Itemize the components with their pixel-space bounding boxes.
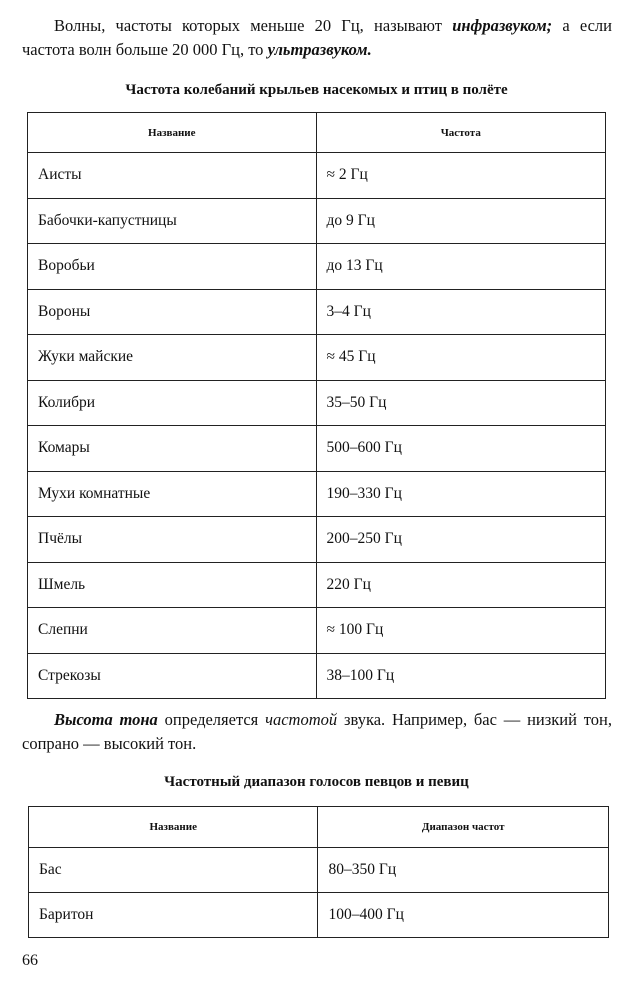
row-name-cell: Слепни (28, 608, 317, 654)
column-header-name: Название (28, 113, 317, 153)
intro-text-1: Волны, частоты которых меньше 20 Гц, называют (54, 16, 453, 35)
table1-title: Частота колебаний крыльев насекомых и птиц в полёте (125, 82, 508, 98)
row-frequency-cell: 500–600 Гц (316, 426, 605, 472)
row-name-cell: Шмель (28, 562, 317, 608)
page-number: 66 (22, 952, 38, 969)
column-header-frequency: Частота (316, 113, 605, 153)
row-name-cell: Бабочки-капустницы (28, 198, 317, 244)
row-frequency-cell: 3–4 Гц (316, 289, 605, 335)
table-header-row (28, 113, 606, 153)
table-row (28, 198, 606, 244)
row-frequency-cell: 190–330 Гц (316, 471, 605, 517)
row-name-cell: Пчёлы (28, 517, 317, 563)
pitch-paragraph (22, 708, 612, 756)
column-header-name: Название (29, 807, 318, 848)
table2-title: Частотный диапазон голосов певцов и певиц (164, 774, 469, 790)
row-frequency-cell: 200–250 Гц (316, 517, 605, 563)
row-name-cell: Комары (28, 426, 317, 472)
table-row (28, 244, 606, 290)
intro-paragraph (22, 14, 612, 62)
table-row (28, 426, 606, 472)
row-name-cell: Жуки майские (28, 335, 317, 381)
row-frequency-cell: ≈ 100 Гц (316, 608, 605, 654)
term-pitch: Высота тона (54, 710, 158, 729)
row-frequency-cell: ≈ 2 Гц (316, 153, 605, 199)
row-frequency-cell: до 13 Гц (316, 244, 605, 290)
row-name-cell: Мухи комнатные (28, 471, 317, 517)
table-row (28, 289, 606, 335)
table-row (29, 893, 609, 938)
voice-range-table (28, 806, 609, 938)
table-header-row (29, 807, 609, 848)
term-infrasound: инфразвуком; (452, 16, 553, 35)
row-name-cell: Баритон (29, 893, 318, 938)
wing-frequency-table (27, 112, 606, 699)
term-ultrasound: ультразвуком. (267, 40, 372, 59)
table-row (28, 380, 606, 426)
table-row (28, 335, 606, 381)
table-row (29, 848, 609, 893)
row-frequency-cell: ≈ 45 Гц (316, 335, 605, 381)
row-name-cell: Стрекозы (28, 653, 317, 699)
table-row (28, 608, 606, 654)
intro-text-2: а если частота волн больше 20 000 Гц, то (22, 16, 612, 59)
column-header-range: Диапазон частот (318, 807, 609, 848)
row-frequency-cell: 35–50 Гц (316, 380, 605, 426)
table-row (28, 471, 606, 517)
row-name-cell: Бас (29, 848, 318, 893)
table-row (28, 517, 606, 563)
row-range-cell: 80–350 Гц (318, 848, 609, 893)
pitch-text-2: звука. Например, бас — низкий тон, сопрано — высокий тон. (22, 710, 612, 753)
row-frequency-cell: 38–100 Гц (316, 653, 605, 699)
table-row (28, 653, 606, 699)
row-name-cell: Вороны (28, 289, 317, 335)
row-name-cell: Воробьи (28, 244, 317, 290)
row-name-cell: Аисты (28, 153, 317, 199)
pitch-text-1: определяется (157, 710, 266, 729)
term-frequency: частотой (265, 710, 338, 729)
row-frequency-cell: 220 Гц (316, 562, 605, 608)
table-row (28, 562, 606, 608)
row-range-cell: 100–400 Гц (318, 893, 609, 938)
table-row (28, 153, 606, 199)
row-frequency-cell: до 9 Гц (316, 198, 605, 244)
row-name-cell: Колибри (28, 380, 317, 426)
